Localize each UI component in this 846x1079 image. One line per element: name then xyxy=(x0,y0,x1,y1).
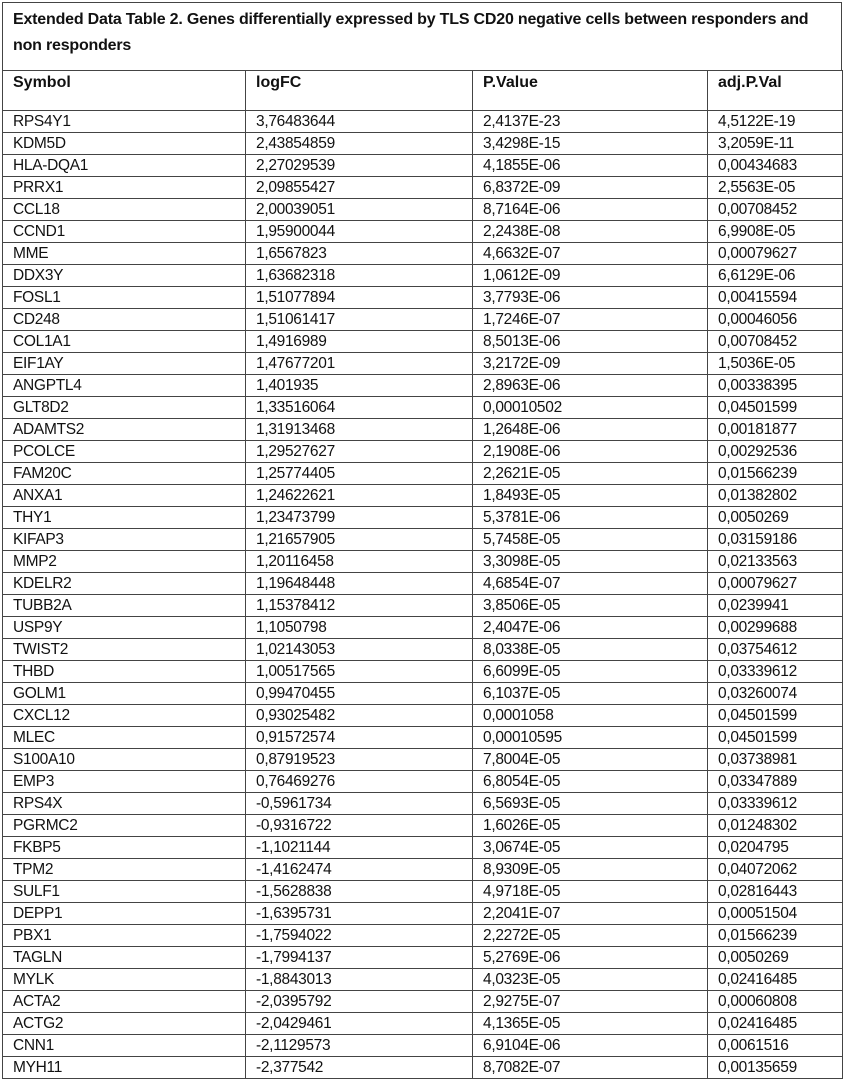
cell-logfc: -1,1021144 xyxy=(246,837,473,859)
cell-pvalue: 4,0323E-05 xyxy=(473,969,708,991)
table-row xyxy=(3,573,843,595)
cell-adj-pval: 0,00708452 xyxy=(708,199,843,221)
table-row xyxy=(3,1057,843,1079)
cell-symbol: RPS4Y1 xyxy=(3,111,246,133)
table-row xyxy=(3,397,843,419)
cell-logfc: 2,09855427 xyxy=(246,177,473,199)
table-row xyxy=(3,133,843,155)
cell-logfc: 1,23473799 xyxy=(246,507,473,529)
cell-adj-pval: 2,5563E-05 xyxy=(708,177,843,199)
cell-symbol: EIF1AY xyxy=(3,353,246,375)
cell-logfc: 0,91572574 xyxy=(246,727,473,749)
cell-adj-pval: 0,01382802 xyxy=(708,485,843,507)
cell-logfc: 2,27029539 xyxy=(246,155,473,177)
cell-logfc: -1,5628838 xyxy=(246,881,473,903)
cell-logfc: 1,15378412 xyxy=(246,595,473,617)
cell-pvalue: 3,8506E-05 xyxy=(473,595,708,617)
header-row xyxy=(3,71,843,111)
table-row xyxy=(3,221,843,243)
cell-symbol: ANXA1 xyxy=(3,485,246,507)
table-row xyxy=(3,529,843,551)
cell-adj-pval: 0,0061516 xyxy=(708,1035,843,1057)
cell-logfc: 1,24622621 xyxy=(246,485,473,507)
cell-logfc: -2,1129573 xyxy=(246,1035,473,1057)
table-row xyxy=(3,507,843,529)
table-row xyxy=(3,815,843,837)
cell-pvalue: 5,7458E-05 xyxy=(473,529,708,551)
cell-symbol: FAM20C xyxy=(3,463,246,485)
table-row xyxy=(3,639,843,661)
cell-logfc: 1,29527627 xyxy=(246,441,473,463)
cell-pvalue: 6,9104E-06 xyxy=(473,1035,708,1057)
cell-adj-pval: 0,00299688 xyxy=(708,617,843,639)
cell-adj-pval: 0,00434683 xyxy=(708,155,843,177)
cell-pvalue: 2,2041E-07 xyxy=(473,903,708,925)
table-row xyxy=(3,155,843,177)
cell-adj-pval: 0,03260074 xyxy=(708,683,843,705)
table-title: Extended Data Table 2. Genes differentially expressed by TLS CD20 negative cells between responders and non responders xyxy=(2,2,842,70)
table-row xyxy=(3,375,843,397)
cell-logfc: -2,0429461 xyxy=(246,1013,473,1035)
cell-logfc: 1,47677201 xyxy=(246,353,473,375)
cell-pvalue: 2,2621E-05 xyxy=(473,463,708,485)
cell-pvalue: 4,1855E-06 xyxy=(473,155,708,177)
cell-logfc: 1,02143053 xyxy=(246,639,473,661)
cell-logfc: -1,7994137 xyxy=(246,947,473,969)
table-row xyxy=(3,199,843,221)
cell-logfc: 1,25774405 xyxy=(246,463,473,485)
cell-adj-pval: 0,01566239 xyxy=(708,463,843,485)
cell-pvalue: 8,7082E-07 xyxy=(473,1057,708,1079)
cell-logfc: 0,99470455 xyxy=(246,683,473,705)
cell-logfc: 1,1050798 xyxy=(246,617,473,639)
cell-symbol: FOSL1 xyxy=(3,287,246,309)
table-row xyxy=(3,683,843,705)
table-row xyxy=(3,485,843,507)
table-row xyxy=(3,177,843,199)
cell-adj-pval: 6,6129E-06 xyxy=(708,265,843,287)
cell-symbol: USP9Y xyxy=(3,617,246,639)
cell-adj-pval: 0,04501599 xyxy=(708,705,843,727)
cell-logfc: 1,95900044 xyxy=(246,221,473,243)
cell-pvalue: 1,2648E-06 xyxy=(473,419,708,441)
cell-symbol: FKBP5 xyxy=(3,837,246,859)
cell-adj-pval: 0,01566239 xyxy=(708,925,843,947)
cell-adj-pval: 0,03159186 xyxy=(708,529,843,551)
cell-adj-pval: 0,02416485 xyxy=(708,969,843,991)
cell-logfc: 3,76483644 xyxy=(246,111,473,133)
cell-logfc: -1,8843013 xyxy=(246,969,473,991)
table-row xyxy=(3,243,843,265)
cell-symbol: MME xyxy=(3,243,246,265)
cell-symbol: ACTA2 xyxy=(3,991,246,1013)
cell-adj-pval: 0,02816443 xyxy=(708,881,843,903)
table-row xyxy=(3,749,843,771)
cell-logfc: 1,31913468 xyxy=(246,419,473,441)
table-row xyxy=(3,793,843,815)
table-row xyxy=(3,1013,843,1035)
cell-logfc: 1,51077894 xyxy=(246,287,473,309)
cell-pvalue: 3,2172E-09 xyxy=(473,353,708,375)
cell-symbol: MYLK xyxy=(3,969,246,991)
cell-symbol: PGRMC2 xyxy=(3,815,246,837)
cell-logfc: -1,6395731 xyxy=(246,903,473,925)
cell-adj-pval: 0,03339612 xyxy=(708,793,843,815)
cell-adj-pval: 0,00415594 xyxy=(708,287,843,309)
cell-pvalue: 6,6099E-05 xyxy=(473,661,708,683)
cell-symbol: S100A10 xyxy=(3,749,246,771)
column-header-logfc: logFC xyxy=(246,71,473,111)
cell-symbol: KIFAP3 xyxy=(3,529,246,551)
cell-adj-pval: 0,03347889 xyxy=(708,771,843,793)
cell-logfc: -0,9316722 xyxy=(246,815,473,837)
cell-logfc: 0,87919523 xyxy=(246,749,473,771)
cell-adj-pval: 0,02133563 xyxy=(708,551,843,573)
cell-adj-pval: 1,5036E-05 xyxy=(708,353,843,375)
cell-symbol: MLEC xyxy=(3,727,246,749)
cell-adj-pval: 0,00079627 xyxy=(708,573,843,595)
cell-adj-pval: 0,04072062 xyxy=(708,859,843,881)
cell-pvalue: 2,8963E-06 xyxy=(473,375,708,397)
table-row xyxy=(3,419,843,441)
cell-adj-pval: 6,9908E-05 xyxy=(708,221,843,243)
table-row xyxy=(3,551,843,573)
cell-adj-pval: 4,5122E-19 xyxy=(708,111,843,133)
cell-adj-pval: 0,00292536 xyxy=(708,441,843,463)
cell-symbol: PCOLCE xyxy=(3,441,246,463)
table-row xyxy=(3,881,843,903)
table-body xyxy=(3,111,843,1079)
table-row xyxy=(3,265,843,287)
table-row xyxy=(3,331,843,353)
cell-symbol: COL1A1 xyxy=(3,331,246,353)
cell-pvalue: 5,2769E-06 xyxy=(473,947,708,969)
cell-logfc: 1,20116458 xyxy=(246,551,473,573)
cell-pvalue: 3,3098E-05 xyxy=(473,551,708,573)
table-row xyxy=(3,859,843,881)
table-row xyxy=(3,617,843,639)
cell-pvalue: 8,7164E-06 xyxy=(473,199,708,221)
cell-pvalue: 4,6632E-07 xyxy=(473,243,708,265)
cell-logfc: 1,6567823 xyxy=(246,243,473,265)
cell-logfc: 0,76469276 xyxy=(246,771,473,793)
cell-symbol: CCND1 xyxy=(3,221,246,243)
cell-adj-pval: 0,03754612 xyxy=(708,639,843,661)
cell-pvalue: 1,8493E-05 xyxy=(473,485,708,507)
cell-symbol: CXCL12 xyxy=(3,705,246,727)
cell-symbol: TUBB2A xyxy=(3,595,246,617)
cell-logfc: -2,0395792 xyxy=(246,991,473,1013)
cell-adj-pval: 0,00708452 xyxy=(708,331,843,353)
cell-symbol: GLT8D2 xyxy=(3,397,246,419)
cell-logfc: 2,43854859 xyxy=(246,133,473,155)
cell-pvalue: 3,4298E-15 xyxy=(473,133,708,155)
cell-pvalue: 6,5693E-05 xyxy=(473,793,708,815)
cell-logfc: 1,21657905 xyxy=(246,529,473,551)
cell-symbol: TWIST2 xyxy=(3,639,246,661)
cell-logfc: -0,5961734 xyxy=(246,793,473,815)
cell-symbol: SULF1 xyxy=(3,881,246,903)
cell-symbol: DDX3Y xyxy=(3,265,246,287)
cell-pvalue: 6,8372E-09 xyxy=(473,177,708,199)
cell-pvalue: 2,2438E-08 xyxy=(473,221,708,243)
cell-symbol: KDM5D xyxy=(3,133,246,155)
cell-symbol: THY1 xyxy=(3,507,246,529)
cell-pvalue: 4,1365E-05 xyxy=(473,1013,708,1035)
table-row xyxy=(3,287,843,309)
table-row xyxy=(3,661,843,683)
cell-adj-pval: 0,00181877 xyxy=(708,419,843,441)
cell-symbol: ACTG2 xyxy=(3,1013,246,1035)
cell-pvalue: 8,0338E-05 xyxy=(473,639,708,661)
table-row xyxy=(3,1035,843,1057)
cell-symbol: TAGLN xyxy=(3,947,246,969)
table-row xyxy=(3,309,843,331)
cell-pvalue: 1,6026E-05 xyxy=(473,815,708,837)
table-row xyxy=(3,595,843,617)
cell-adj-pval: 3,2059E-11 xyxy=(708,133,843,155)
table-row xyxy=(3,925,843,947)
cell-pvalue: 0,00010595 xyxy=(473,727,708,749)
cell-adj-pval: 0,00338395 xyxy=(708,375,843,397)
cell-logfc: 2,00039051 xyxy=(246,199,473,221)
table-container xyxy=(2,2,842,1079)
cell-adj-pval: 0,04501599 xyxy=(708,727,843,749)
cell-pvalue: 5,3781E-06 xyxy=(473,507,708,529)
cell-pvalue: 8,9309E-05 xyxy=(473,859,708,881)
cell-adj-pval: 0,0050269 xyxy=(708,507,843,529)
table-row xyxy=(3,991,843,1013)
cell-symbol: THBD xyxy=(3,661,246,683)
cell-pvalue: 0,0001058 xyxy=(473,705,708,727)
cell-pvalue: 2,4137E-23 xyxy=(473,111,708,133)
cell-pvalue: 3,0674E-05 xyxy=(473,837,708,859)
cell-symbol: EMP3 xyxy=(3,771,246,793)
table-row xyxy=(3,353,843,375)
cell-symbol: TPM2 xyxy=(3,859,246,881)
cell-symbol: CD248 xyxy=(3,309,246,331)
cell-logfc: 1,51061417 xyxy=(246,309,473,331)
cell-logfc: 1,19648448 xyxy=(246,573,473,595)
cell-logfc: 1,63682318 xyxy=(246,265,473,287)
table-row xyxy=(3,705,843,727)
cell-logfc: 1,33516064 xyxy=(246,397,473,419)
cell-adj-pval: 0,0204795 xyxy=(708,837,843,859)
cell-logfc: 0,93025482 xyxy=(246,705,473,727)
cell-pvalue: 4,6854E-07 xyxy=(473,573,708,595)
cell-symbol: MMP2 xyxy=(3,551,246,573)
gene-expression-table xyxy=(2,70,843,1079)
cell-pvalue: 3,7793E-06 xyxy=(473,287,708,309)
column-header-adj-pval: adj.P.Val xyxy=(708,71,843,111)
cell-pvalue: 2,1908E-06 xyxy=(473,441,708,463)
cell-symbol: CNN1 xyxy=(3,1035,246,1057)
cell-adj-pval: 0,01248302 xyxy=(708,815,843,837)
cell-symbol: PRRX1 xyxy=(3,177,246,199)
cell-pvalue: 2,4047E-06 xyxy=(473,617,708,639)
cell-pvalue: 4,9718E-05 xyxy=(473,881,708,903)
table-row xyxy=(3,771,843,793)
cell-adj-pval: 0,00060808 xyxy=(708,991,843,1013)
cell-adj-pval: 0,04501599 xyxy=(708,397,843,419)
cell-logfc: -2,377542 xyxy=(246,1057,473,1079)
table-row xyxy=(3,947,843,969)
cell-adj-pval: 0,02416485 xyxy=(708,1013,843,1035)
cell-adj-pval: 0,03738981 xyxy=(708,749,843,771)
column-header-pvalue: P.Value xyxy=(473,71,708,111)
cell-symbol: ANGPTL4 xyxy=(3,375,246,397)
cell-logfc: 1,4916989 xyxy=(246,331,473,353)
cell-adj-pval: 0,0239941 xyxy=(708,595,843,617)
cell-symbol: PBX1 xyxy=(3,925,246,947)
table-row xyxy=(3,441,843,463)
cell-symbol: DEPP1 xyxy=(3,903,246,925)
cell-adj-pval: 0,03339612 xyxy=(708,661,843,683)
cell-logfc: -1,7594022 xyxy=(246,925,473,947)
cell-symbol: GOLM1 xyxy=(3,683,246,705)
cell-symbol: ADAMTS2 xyxy=(3,419,246,441)
cell-symbol: HLA-DQA1 xyxy=(3,155,246,177)
cell-pvalue: 0,00010502 xyxy=(473,397,708,419)
cell-pvalue: 2,2272E-05 xyxy=(473,925,708,947)
cell-adj-pval: 0,0050269 xyxy=(708,947,843,969)
cell-pvalue: 1,7246E-07 xyxy=(473,309,708,331)
table-row xyxy=(3,903,843,925)
table-row xyxy=(3,463,843,485)
cell-pvalue: 6,8054E-05 xyxy=(473,771,708,793)
cell-logfc: 1,00517565 xyxy=(246,661,473,683)
cell-logfc: 1,401935 xyxy=(246,375,473,397)
table-row xyxy=(3,727,843,749)
table-row xyxy=(3,837,843,859)
cell-pvalue: 7,8004E-05 xyxy=(473,749,708,771)
cell-logfc: -1,4162474 xyxy=(246,859,473,881)
table-row xyxy=(3,111,843,133)
cell-adj-pval: 0,00079627 xyxy=(708,243,843,265)
cell-symbol: CCL18 xyxy=(3,199,246,221)
cell-symbol: MYH11 xyxy=(3,1057,246,1079)
cell-symbol: RPS4X xyxy=(3,793,246,815)
cell-adj-pval: 0,00046056 xyxy=(708,309,843,331)
cell-pvalue: 8,5013E-06 xyxy=(473,331,708,353)
cell-adj-pval: 0,00135659 xyxy=(708,1057,843,1079)
table-row xyxy=(3,969,843,991)
cell-pvalue: 1,0612E-09 xyxy=(473,265,708,287)
column-header-symbol: Symbol xyxy=(3,71,246,111)
cell-adj-pval: 0,00051504 xyxy=(708,903,843,925)
cell-symbol: KDELR2 xyxy=(3,573,246,595)
cell-pvalue: 6,1037E-05 xyxy=(473,683,708,705)
cell-pvalue: 2,9275E-07 xyxy=(473,991,708,1013)
